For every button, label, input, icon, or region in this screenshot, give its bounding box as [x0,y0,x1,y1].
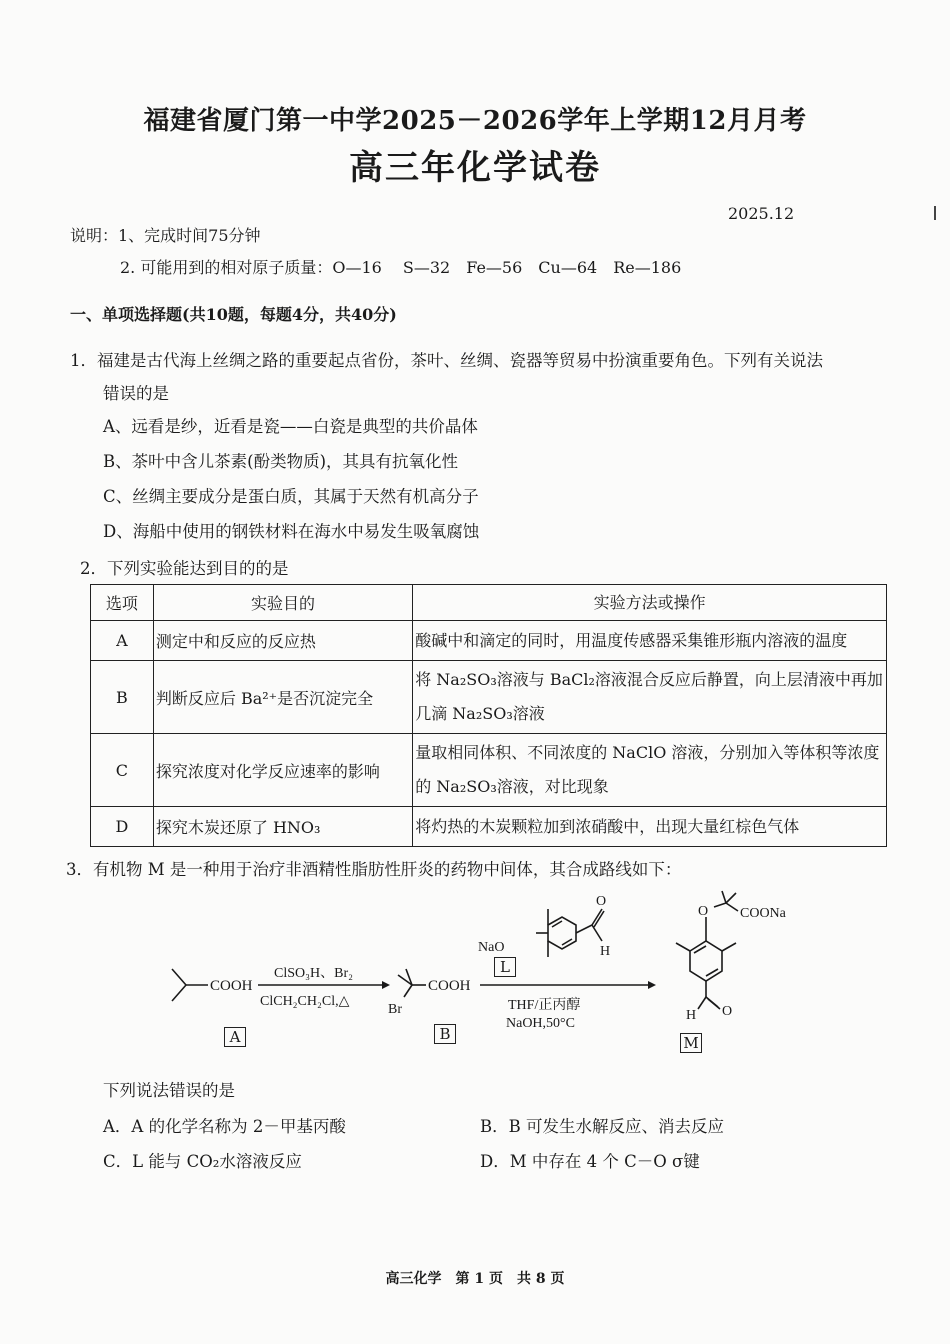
row-method: 量取相同体积、不同浓度的 NaClO 溶液，分别加入等体积等浓度的 Na₂SO₃溶液，对比现象 [413,734,887,807]
q1-option-b: B、茶叶中含儿茶素(酚类物质)，其具有抗氧化性 [103,452,458,471]
compound-l-nao: NaO [478,940,505,955]
row-option: C [91,734,154,807]
compound-l-hydrogen: H [600,944,611,959]
q1-option-d: D、海船中使用的钢铁材料在海水中易发生吸氧腐蚀 [103,522,480,541]
row-method: 将灼热的木炭颗粒加到浓硝酸中，出现大量红棕色气体 [413,807,887,847]
compound-b-structure [398,969,426,997]
reaction-arrow-2-head [648,981,656,989]
note-line2: 2. 可能用到的相对原子质量：O—16 S—32 Fe—56 Cu—64 Re—186 [120,258,682,277]
q3-sub-stem: 下列说法错误的是 [103,1081,235,1100]
q1-option-a: A、远看是纱，近看是瓷——白瓷是典型的共价晶体 [103,417,478,436]
compound-m-coona: COONa [740,906,786,921]
section-title: 一、单项选择题(共10题，每题4分，共40分) [70,305,397,324]
row-method: 将 Na₂SO₃溶液与 BaCl₂溶液混合反应后静置，向上层清液中再加几滴 Na₂SO₃溶液 [413,661,887,734]
compound-label-m: M [680,1033,702,1053]
compound-b-cooh: COOH [428,978,471,994]
note-line1: 说明：1、完成时间75分钟 [70,226,261,245]
row-option: A [91,621,154,661]
margin-mark [934,206,936,220]
table-header-option: 选项 [91,585,154,621]
exam-date: 2025.12 [728,204,795,223]
compound-b-br: Br [388,1002,402,1017]
q2-stem: 2．下列实验能达到目的的是 [80,559,289,578]
row-method: 酸碱中和滴定的同时，用温度传感器采集锥形瓶内溶液的温度 [413,621,887,661]
row-option: D [91,807,154,847]
reagent2-top: THF/正丙醇 [508,998,581,1013]
compound-m-carbonyl-oxygen: O [722,1004,733,1019]
table-header-goal: 实验目的 [153,585,412,621]
compound-m-hydrogen: H [686,1008,697,1023]
page-footer: 高三化学 第 1 页 共 8 页 [385,1271,565,1287]
q3-option-c: C．L 能与 CO₂水溶液反应 [103,1152,302,1171]
q3-stem: 3．有机物 M 是一种用于治疗非酒精性脂肪性肝炎的药物中间体，其合成路线如下： [66,860,682,879]
table-header-row [91,585,887,621]
reagent1-bottom: ClCH₂CH₂Cl,△ [260,994,350,1009]
q1-stem-line1: 1．福建是古代海上丝绸之路的重要起点省份，茶叶、丝绸、瓷器等贸易中扮演重要角色。下列有关说法 [70,351,823,370]
q3-option-d: D．M 中存在 4 个 C－O σ键 [480,1152,700,1171]
experiment-table [90,584,887,847]
reaction-arrow-1-head [382,981,390,989]
q3-option-b: B．B 可发生水解反应、消去反应 [480,1117,724,1136]
exam-title-line2: 高三年化学试卷 [349,148,601,188]
q3-option-a: A．A 的化学名称为 2－甲基丙酸 [103,1117,346,1136]
exam-title-line1: 福建省厦门第一中学2025－2026学年上学期12月月考 [143,106,807,136]
compound-label-a: A [224,1027,246,1047]
q1-option-c: C、丝绸主要成分是蛋白质，其属于天然有机高分子 [103,487,479,506]
compound-label-b: B [434,1024,456,1044]
compound-l-structure [536,909,604,957]
reagent2-bottom: NaOH,50°C [506,1016,575,1031]
row-goal: 判断反应后 Ba²⁺是否沉淀完全 [153,661,412,734]
table-row [91,661,887,734]
q1-stem-line2: 错误的是 [103,384,169,403]
row-goal: 探究浓度对化学反应速率的影响 [153,734,412,807]
table-row [91,621,887,661]
row-goal: 测定中和反应的反应热 [153,621,412,661]
table-header-method: 实验方法或操作 [413,585,887,621]
compound-m-oxygen: O [698,904,709,919]
compound-a-structure [172,969,208,1001]
table-row [91,807,887,847]
row-goal: 探究木炭还原了 HNO₃ [153,807,412,847]
compound-l-oxygen: O [596,894,607,909]
reagent1-top: ClSO₃H、Br₂ [274,966,353,981]
compound-a-cooh: COOH [210,978,253,994]
compound-label-l: L [494,957,516,977]
table-row [91,734,887,807]
row-option: B [91,661,154,734]
